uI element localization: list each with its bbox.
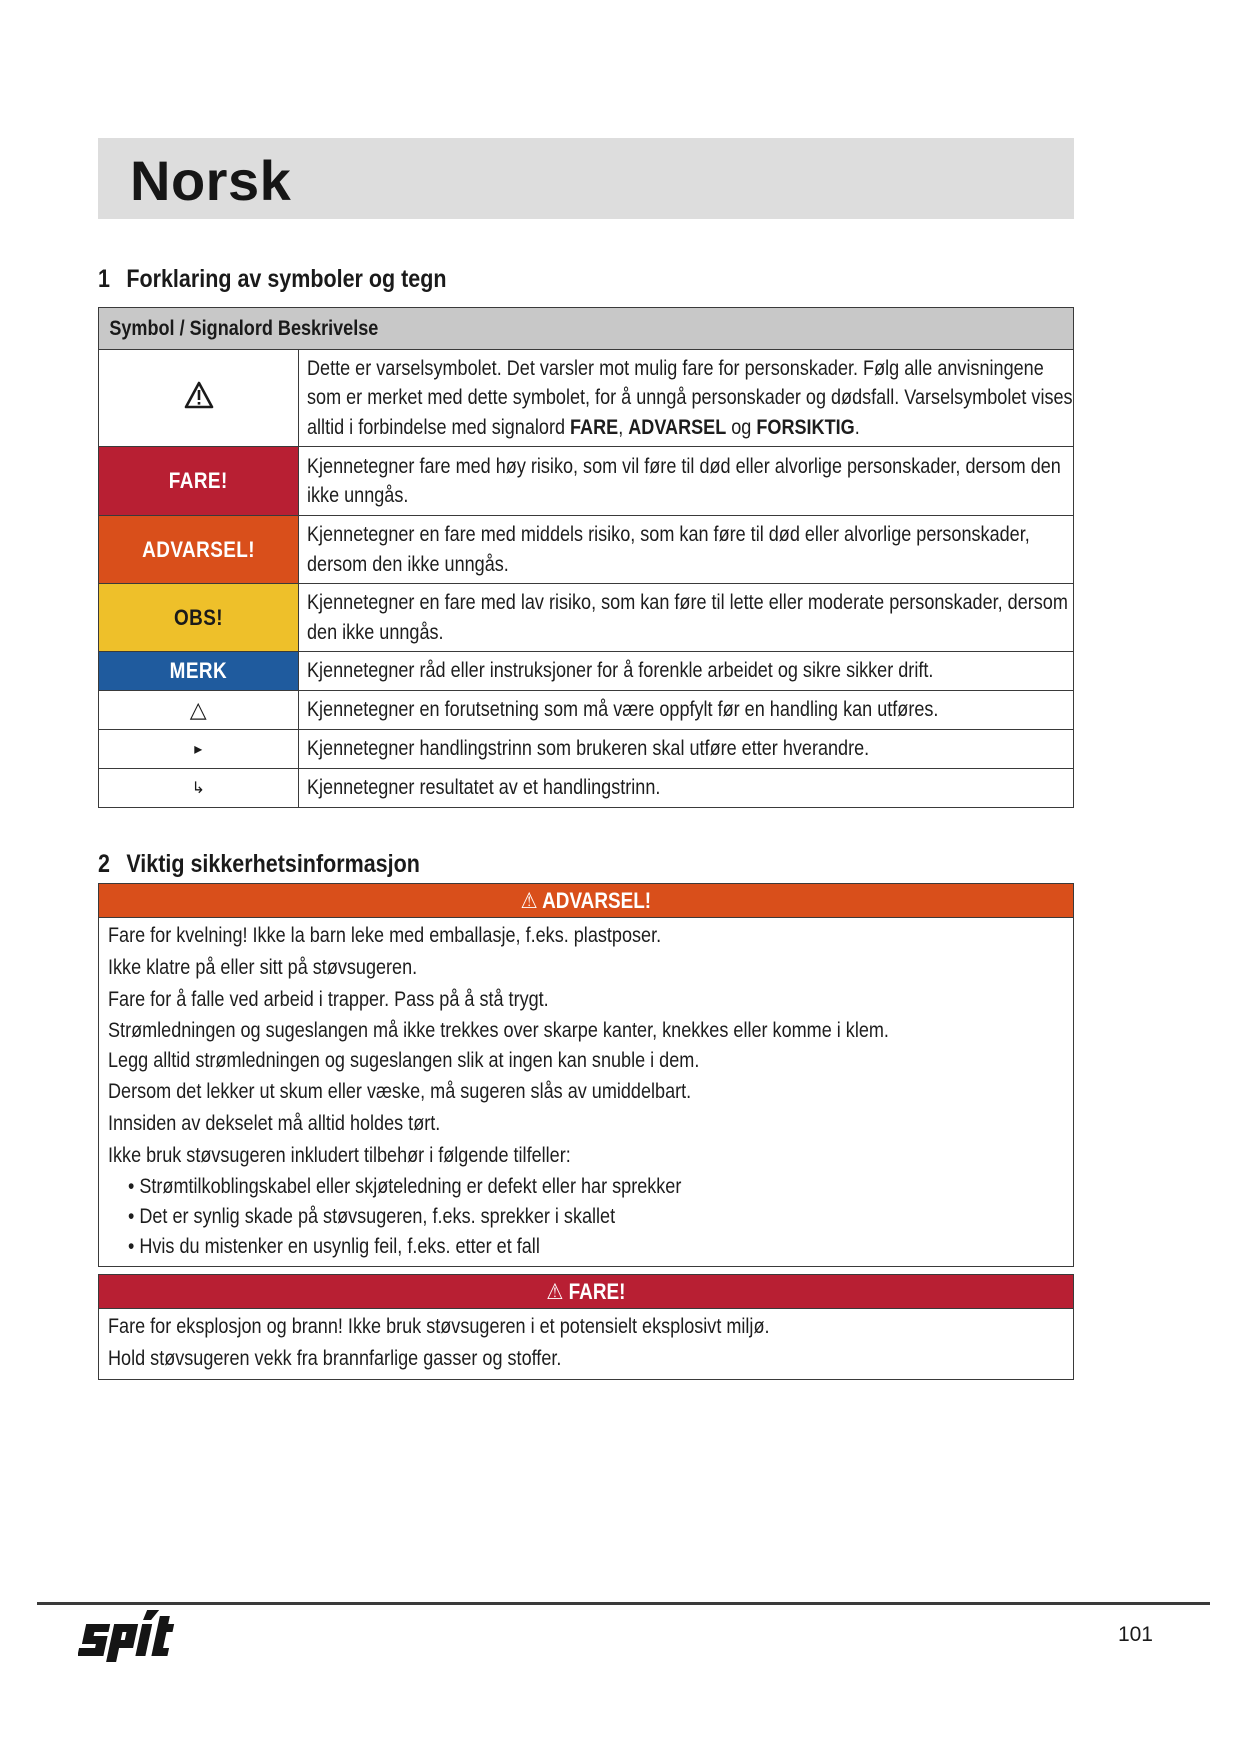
action-step-description: Kjennetegner handlingstrinn som brukeren skal utføre etter hverandre. xyxy=(299,730,1074,769)
footer-divider xyxy=(37,1602,1210,1605)
merk-description: Kjennetegner råd eller instruksjoner for å forenkle arbeidet og sikre sikker drift. xyxy=(299,652,1074,691)
advarsel-box-body xyxy=(99,918,1073,1266)
list-item: Fare for kvelning! Ikke la barn leke med emballasje, f.eks. plastposer. xyxy=(108,924,662,947)
symbol-table-header: Symbol / Signalord Beskrivelse xyxy=(99,308,1074,350)
obs-signal-label: OBS! xyxy=(99,584,299,652)
advarsel-box-header: ⚠ ADVARSEL! xyxy=(99,884,1073,918)
prerequisite-description: Kjennetegner en forutsetning som må være oppfylt før en handling kan utføres. xyxy=(299,691,1074,730)
list-item: Fare for å falle ved arbeid i trapper. Pass på å stå trygt. xyxy=(108,988,549,1011)
list-item: Ikke klatre på eller sitt på støvsugeren. xyxy=(108,956,418,979)
advarsel-warning-box xyxy=(98,883,1074,1267)
symbol-table xyxy=(98,307,1074,808)
table-row xyxy=(99,447,1074,516)
obs-description: Kjennetegner en fare med lav risiko, som kan føre til lette eller moderate personskader, dersom den ikke unngås. xyxy=(299,584,1074,652)
list-item: Strømledningen og sugeslangen må ikke trekkes over skarpe kanter, knekkes eller komme i klem. xyxy=(108,1019,889,1042)
table-row xyxy=(99,652,1074,691)
section-1-number: 1 xyxy=(98,265,110,293)
section-1-title: Forklaring av symboler og tegn xyxy=(126,265,447,293)
fare-signal-label: FARE! xyxy=(99,447,299,516)
action-step-arrow-icon: ▸ xyxy=(99,730,299,769)
warning-triangle-icon xyxy=(184,381,214,409)
table-row xyxy=(99,350,1074,447)
table-row xyxy=(99,769,1074,808)
fare-box-body xyxy=(99,1309,1073,1379)
result-description: Kjennetegner resultatet av et handlingstrinn. xyxy=(299,769,1074,808)
spit-logo xyxy=(78,1606,182,1668)
section-2-heading xyxy=(98,850,472,879)
table-row xyxy=(99,691,1074,730)
warning-symbol-description: Dette er varselsymbolet. Det varsler mot mulig fare for personskader. Følg alle anvisningene som er merket med dette symbolet, for å unngå personskader og dødsfall. Varselsymbolet vises alltid i forbindelse med signalord FARE, ADVARSEL og FORSIKTIG. xyxy=(299,350,1074,447)
list-item: Ikke bruk støvsugeren inkludert tilbehør i følgende tilfeller: xyxy=(108,1144,571,1167)
list-item: Fare for eksplosjon og brann! Ikke bruk støvsugeren i et potensielt eksplosivt miljø. xyxy=(108,1315,770,1338)
fare-box-header: ⚠ FARE! xyxy=(99,1275,1073,1309)
warning-symbol-cell xyxy=(99,350,299,447)
section-2-number: 2 xyxy=(98,850,110,878)
table-row xyxy=(99,730,1074,769)
bullet-item: • Strømtilkoblingskabel eller skjøteledning er defekt eller har sprekker xyxy=(128,1175,682,1198)
page-title: Norsk xyxy=(130,149,292,212)
list-item: Innsiden av dekselet må alltid holdes tørt. xyxy=(108,1112,441,1135)
section-1-heading xyxy=(98,265,503,294)
section-2-title: Viktig sikkerhetsinformasjon xyxy=(126,850,420,878)
list-item: Hold støvsugeren vekk fra brannfarlige gasser og stoffer. xyxy=(108,1347,562,1370)
fare-danger-box xyxy=(98,1274,1074,1380)
list-item: Legg alltid strømledningen og sugeslangen slik at ingen kan snuble i dem. xyxy=(108,1049,700,1072)
table-row xyxy=(99,584,1074,652)
bullet-item: • Det er synlig skade på støvsugeren, f.eks. sprekker i skallet xyxy=(128,1205,616,1228)
advarsel-signal-label: ADVARSEL! xyxy=(99,516,299,584)
merk-signal-label: MERK xyxy=(99,652,299,691)
prerequisite-triangle-icon: △ xyxy=(99,691,299,730)
result-arrow-icon: ↳ xyxy=(99,769,299,808)
fare-description: Kjennetegner fare med høy risiko, som vil føre til død eller alvorlige personskader, dersom den ikke unngås. xyxy=(299,447,1074,516)
advarsel-description: Kjennetegner en fare med middels risiko, som kan føre til død eller alvorlige personskader, dersom den ikke unngås. xyxy=(299,516,1074,584)
page-number: 101 xyxy=(1117,1623,1153,1646)
table-row xyxy=(99,516,1074,584)
list-item: Dersom det lekker ut skum eller væske, må sugeren slås av umiddelbart. xyxy=(108,1080,692,1103)
bullet-item: • Hvis du mistenker en usynlig feil, f.eks. etter et fall xyxy=(128,1235,540,1258)
